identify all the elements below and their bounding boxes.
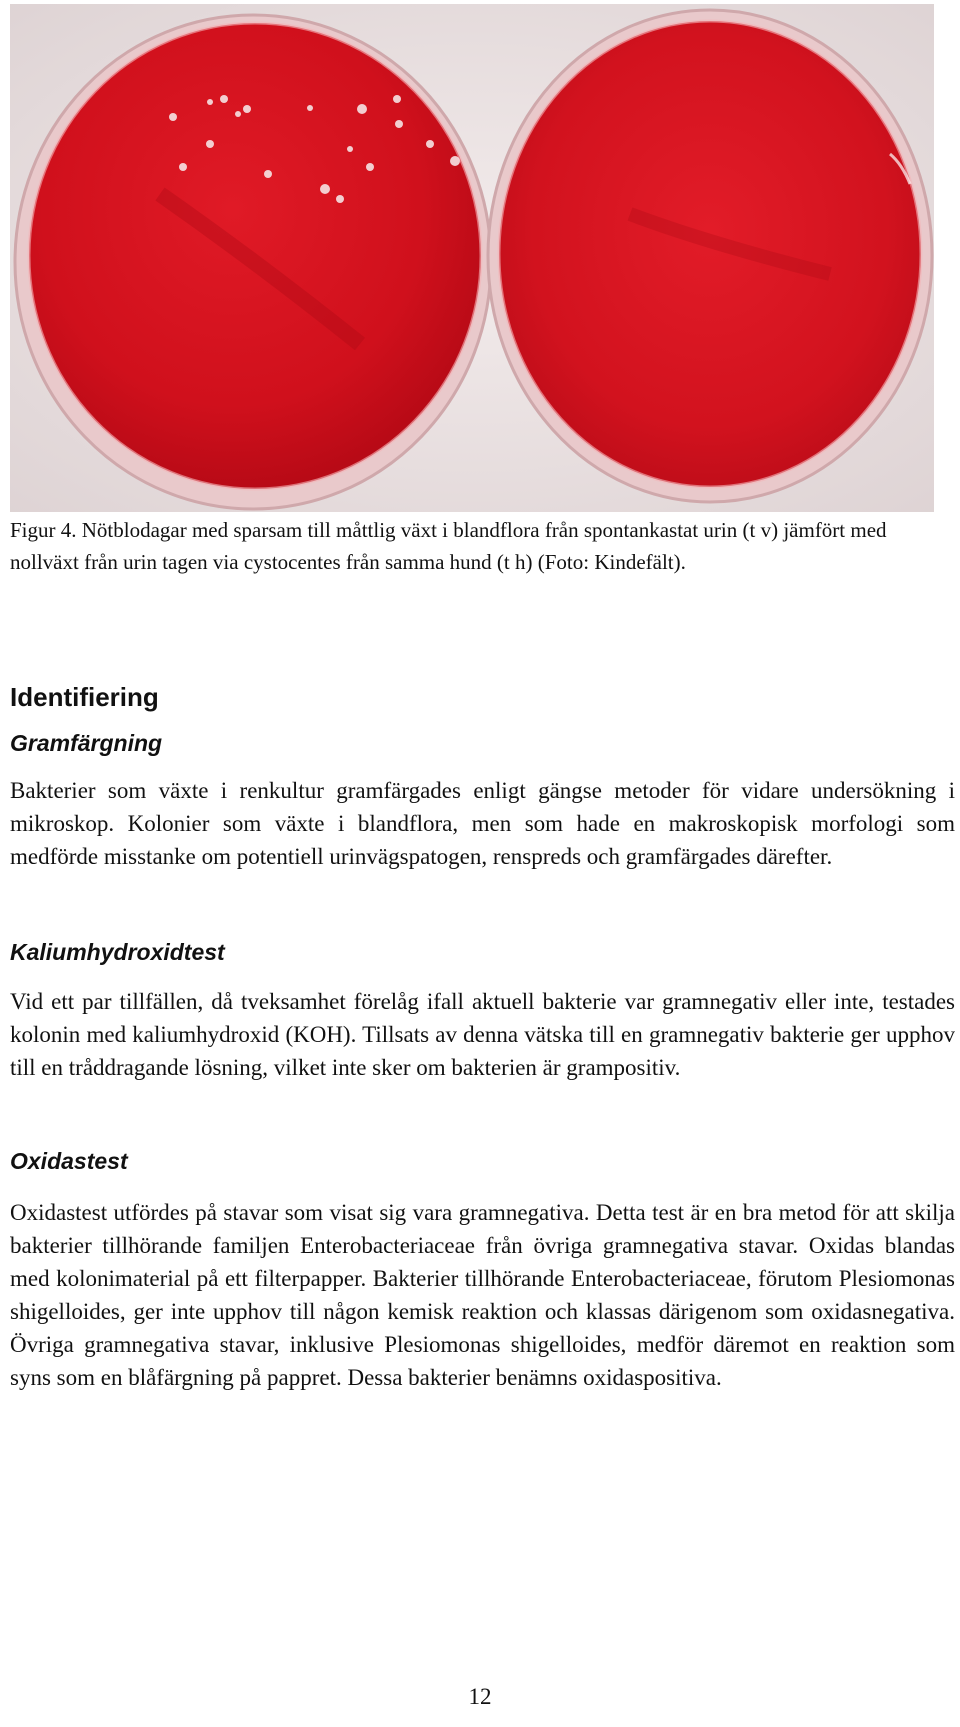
paragraph-oxidastest: Oxidastest utfördes på stavar som visat sig vara gramnegativa. Detta test är en bra metod för att skilja bakterier tillhörande familjen Enterobacteriaceae från övriga gramnegativa stavar. Oxidas blandas med kolonimaterial på ett filterpapper. Bakterier tillhörande Enterobacteriaceae, förutom Plesiomonas shigelloides, ger inte upphov till någon kemisk reaktion och klassas därigenom som oxidasnegativa. Övriga gramnegativa stavar, inklusive Plesiomonas shigelloides, medför däremot en reaktion som syns som en blåfärgning på pappret. Dessa bakterier benämns oxidaspositiva. <box>10 1200 955 1390</box>
heading-kaliumhydroxidtest: Kaliumhydroxidtest <box>10 939 225 965</box>
petri-dish-left <box>15 15 491 509</box>
petri-dish-right <box>488 10 932 502</box>
section-title: Identifiering <box>10 682 159 712</box>
figure-caption: Figur 4. Nötblodagar med sparsam till måttlig växt i blandflora från spontankastat urin (t v) jämfört med nollväxt från urin tagen via cystocentes från samma hund (t h) (Foto: Kindefält). <box>10 518 887 574</box>
figure-photo <box>10 4 934 512</box>
paragraph-kaliumhydroxidtest: Vid ett par tillfällen, då tveksamhet förelåg ifall aktuell bakterie var gramnegativ eller inte, testades kolonin med kaliumhydroxid (KOH). Tillsats av denna vätska till en gramnegativ bakterie ger upphov till en tråddragande lösning, vilket inte sker om bakterien är grampositiv. <box>10 989 955 1080</box>
heading-gramfargning: Gramfärgning <box>10 730 163 756</box>
page-number: 12 <box>468 1684 492 1709</box>
paragraph-gramfargning: Bakterier som växte i renkultur gramfärgades enligt gängse metoder för vidare undersökning i mikroskop. Kolonier som växte i blandflora, men som hade en makroskopisk morfologi som medförde misstanke om potentiell urinvägspatogen, renspreds och gramfärgades därefter. <box>10 778 955 869</box>
heading-oxidastest: Oxidastest <box>10 1148 128 1174</box>
